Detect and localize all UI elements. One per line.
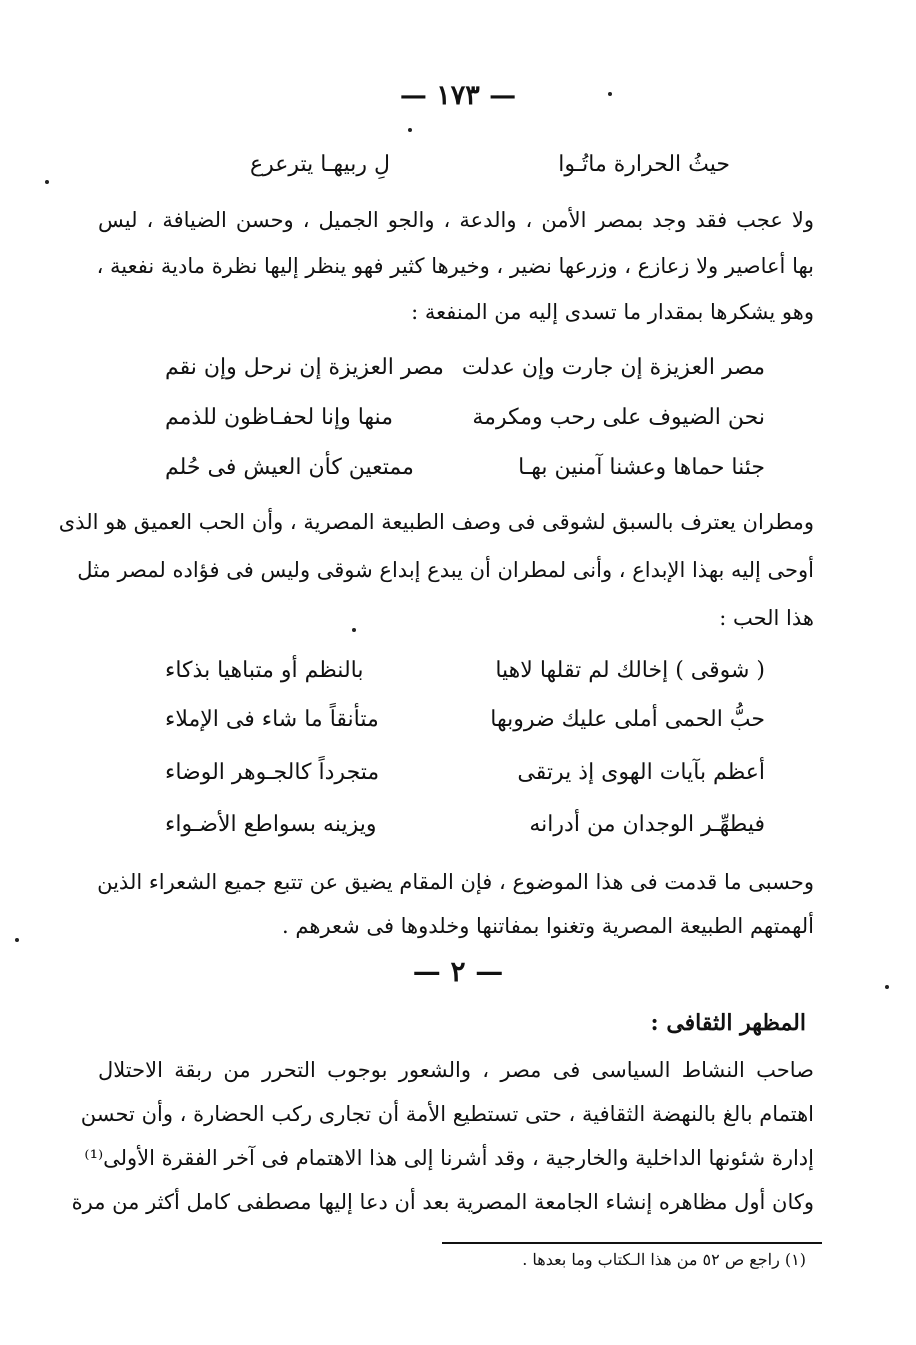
section-heading: المظهر الثقافى : bbox=[650, 1010, 806, 1036]
paragraph-line: وهو يشكرها بمقدار ما تسدى إليه من المنفعة : bbox=[411, 300, 814, 324]
paragraph-line: هذا الحب : bbox=[719, 606, 814, 630]
verse-hemistich-left: بالنظم أو متباهيا بذكاء bbox=[165, 658, 364, 683]
section-number: — ٢ — bbox=[412, 955, 504, 988]
poem2-verse bbox=[165, 658, 765, 698]
verse-hemistich-right: حيثُ الحرارة ماتُـوا bbox=[558, 152, 730, 177]
ink-speck bbox=[45, 180, 49, 184]
verse-hemistich-right: جئنا حماها وعشنا آمنين بهـا bbox=[518, 455, 765, 480]
verse-hemistich-left: منها وإنا لحفـاظون للذمم bbox=[165, 405, 393, 430]
paragraph-3 bbox=[98, 870, 814, 960]
poem2-verse bbox=[165, 812, 765, 852]
paragraph-line: ألهمتهم الطبيعة المصرية وتغنوا بمفاتنها وخلدوها فى شعرهم . bbox=[282, 914, 814, 938]
ink-speck bbox=[885, 985, 889, 989]
poem1-verse bbox=[165, 405, 765, 445]
top-verse bbox=[250, 152, 730, 192]
paragraph-1 bbox=[98, 208, 814, 348]
poem2-verse bbox=[165, 707, 765, 747]
ink-speck bbox=[608, 92, 612, 96]
paragraph-4 bbox=[71, 1058, 814, 1238]
verse-hemistich-right: فيطهِّـر الوجدان من أدرانه bbox=[529, 812, 765, 837]
ink-speck bbox=[352, 628, 356, 632]
poem2-verse bbox=[165, 760, 765, 800]
poem1-verse bbox=[165, 355, 765, 395]
verse-hemistich-left: لِ ربيهـا يترعرع bbox=[250, 152, 390, 177]
ink-speck bbox=[408, 128, 412, 132]
verse-hemistich-right: مصر العزيزة إن جارت وإن عدلت bbox=[461, 355, 765, 380]
verse-hemistich-right: أعظم بآيات الهوى إذ يرتقى bbox=[517, 760, 765, 785]
verse-hemistich-left: مصر العزيزة إن نرحل وإن نقم bbox=[165, 355, 444, 380]
paragraph-line: اهتمام بالغ بالنهضة الثقافية ، حتى تستطيع الأمة أن تجارى ركب الحضارة ، وأن تحسن bbox=[80, 1102, 814, 1126]
verse-hemistich-right: نحن الضيوف على رحب ومكرمة bbox=[472, 405, 765, 430]
page-number: — ١٧٣ — bbox=[399, 80, 517, 111]
footnote-divider bbox=[442, 1242, 822, 1244]
paragraph-line: بها أعاصير ولا زعازع ، وزرعها نضير ، وخيرها كثير فهو ينظر إليها نظرة مادية نفعية ، bbox=[96, 254, 814, 278]
paragraph-line: وحسبى ما قدمت فى هذا الموضوع ، فإن المقام يضيق عن تتبع جميع الشعراء الذين bbox=[97, 870, 814, 894]
paragraph-line: ومطران يعترف بالسبق لشوقى فى وصف الطبيعة المصرية ، وأن الحب العميق هو الذى bbox=[58, 510, 814, 534]
paragraph-line: إدارة شئونها الداخلية والخارجية ، وقد أشرنا إلى هذا الاهتمام فى آخر الفقرة الأولى⁽¹⁾ bbox=[84, 1146, 814, 1170]
poem1-verse bbox=[165, 455, 765, 495]
paragraph-line: صاحب النشاط السياسى فى مصر ، والشعور بوجوب التحرر من ربقة الاحتلال bbox=[98, 1058, 814, 1082]
paragraph-line: أوحى إليه بهذا الإبداع ، وأنى لمطران أن يبدع إبداع شوقى وليس فى فؤاده لمصر مثل bbox=[77, 558, 814, 582]
paragraph-line: ولا عجب فقد وجد بمصر الأمن ، والدعة ، والجو الجميل ، وحسن الضيافة ، ليس bbox=[98, 208, 814, 232]
verse-hemistich-left: متجرداً كالجـوهر الوضاء bbox=[165, 760, 380, 785]
verse-hemistich-left: ويزينه بسواطع الأضـواء bbox=[165, 812, 377, 837]
verse-hemistich-left: متأنقاً ما شاء فى الإملاء bbox=[165, 707, 379, 732]
ink-speck bbox=[15, 938, 19, 942]
verse-hemistich-right: ( شوقى ) إخالك لم تقلها لاهيا bbox=[495, 658, 765, 683]
paragraph-2 bbox=[58, 510, 814, 650]
paragraph-line: وكان أول مظاهره إنشاء الجامعة المصرية بعد أن دعا إليها مصطفى كامل أكثر من مرة bbox=[71, 1190, 814, 1214]
verse-hemistich-left: ممتعين كأن العيش فى حُلم bbox=[165, 455, 414, 480]
footnote: (١) راجع ص ٥٢ من هذا الـكتاب وما بعدها . bbox=[522, 1250, 806, 1269]
verse-hemistich-right: حبُّ الحمى أملى عليك ضروبها bbox=[490, 707, 765, 732]
